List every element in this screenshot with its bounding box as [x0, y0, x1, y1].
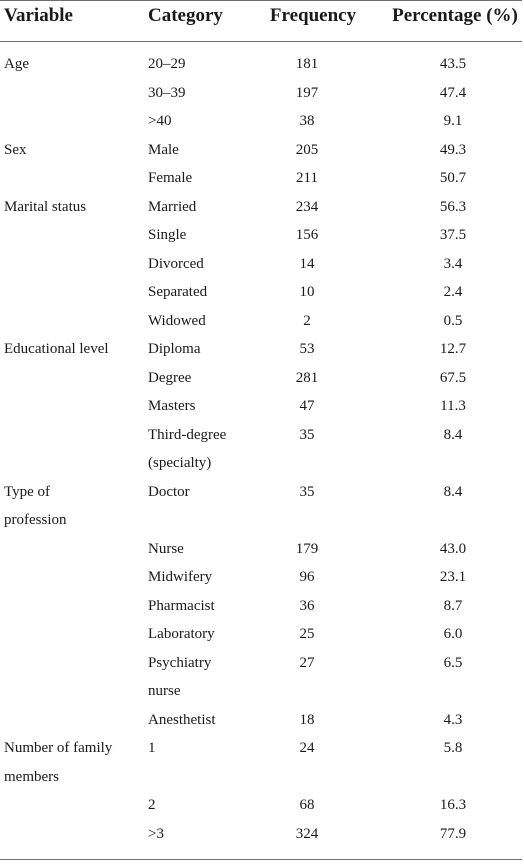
- cell-category: Degree: [148, 369, 192, 386]
- cell-percentage: 0.5: [443, 312, 463, 329]
- cell-percentage: 43.5: [439, 56, 467, 72]
- header-variable: Variable: [4, 5, 73, 26]
- table-top-rule: [0, 0, 522, 1]
- cell-percentage: 11.3: [440, 398, 466, 414]
- cell-variable: Type of: [4, 483, 51, 500]
- cell-category: (specialty): [148, 455, 212, 471]
- cell-percentage: 8.4: [443, 483, 463, 500]
- cell-category: nurse: [148, 683, 181, 699]
- cell-frequency: 27: [299, 654, 315, 671]
- cell-category: 20–29: [148, 56, 186, 72]
- cell-category: Divorced: [148, 255, 204, 272]
- cell-frequency: 211: [296, 170, 318, 186]
- cell-category: Third-degree: [148, 426, 227, 443]
- cell-category: Widowed: [148, 312, 206, 329]
- cell-percentage: 47.4: [439, 84, 467, 101]
- cell-category: Separated: [148, 284, 208, 300]
- cell-category: Single: [148, 227, 187, 243]
- cell-variable: profession: [4, 512, 67, 528]
- cell-percentage: 43.0: [439, 540, 467, 557]
- cell-percentage: 8.4: [443, 426, 463, 443]
- table-header-rule: [0, 41, 522, 42]
- cell-frequency: 197: [295, 84, 319, 101]
- cell-frequency: 205: [295, 141, 319, 158]
- cell-variable: members: [4, 768, 59, 785]
- cell-category: 2: [148, 797, 156, 813]
- cell-category: >3: [148, 825, 164, 842]
- cell-percentage: 23.1: [439, 569, 467, 585]
- table-bottom-rule: [0, 859, 522, 860]
- cell-percentage: 9.1: [443, 113, 463, 129]
- cell-percentage: 16.3: [439, 797, 467, 813]
- cell-category: Nurse: [148, 540, 184, 557]
- cell-frequency: 234: [295, 198, 319, 215]
- cell-category: Laboratory: [148, 626, 215, 642]
- header-category: Category: [148, 5, 223, 26]
- cell-frequency: 156: [295, 227, 319, 243]
- cell-percentage: 6.0: [443, 626, 463, 642]
- cell-frequency: 68: [299, 797, 315, 813]
- cell-frequency: 35: [299, 426, 315, 443]
- cell-percentage: 3.4: [443, 255, 463, 272]
- cell-category: Married: [148, 198, 197, 215]
- cell-percentage: 77.9: [439, 825, 467, 842]
- cell-category: Pharmacist: [148, 597, 215, 614]
- cell-frequency: 24: [299, 740, 315, 756]
- cell-frequency: 2: [303, 312, 311, 329]
- cell-frequency: 14: [299, 255, 315, 272]
- cell-variable: Sex: [4, 141, 27, 158]
- cell-category: Female: [148, 170, 193, 186]
- cell-frequency: 324: [295, 825, 319, 842]
- cell-category: 30–39: [148, 84, 186, 101]
- cell-frequency: 18: [299, 711, 315, 728]
- cell-variable: Number of family: [4, 740, 113, 756]
- cell-percentage: 4.3: [443, 711, 463, 728]
- cell-frequency: 281: [295, 369, 319, 386]
- cell-percentage: 5.8: [443, 740, 463, 756]
- cell-percentage: 2.4: [443, 284, 463, 300]
- header-frequency: Frequency: [269, 5, 357, 26]
- cell-category: 1: [148, 740, 156, 756]
- cell-percentage: 37.5: [439, 227, 467, 243]
- cell-category: Doctor: [148, 483, 190, 500]
- cell-frequency: 181: [295, 56, 319, 72]
- cell-frequency: 36: [299, 597, 315, 614]
- cell-frequency: 35: [299, 483, 315, 500]
- cell-percentage: 56.3: [439, 198, 467, 215]
- cell-category: Midwifery: [148, 569, 213, 585]
- cell-variable: Marital status: [4, 198, 87, 215]
- cell-category: Psychiatry: [148, 654, 212, 671]
- cell-percentage: 8.7: [443, 597, 463, 614]
- cell-variable: Educational level: [4, 341, 109, 357]
- cell-frequency: 38: [299, 113, 315, 129]
- cell-category: Diploma: [148, 341, 201, 357]
- cell-frequency: 96: [299, 569, 315, 585]
- cell-percentage: 67.5: [439, 369, 467, 386]
- cell-percentage: 49.3: [439, 141, 467, 158]
- cell-frequency: 179: [295, 540, 319, 557]
- cell-variable: Age: [4, 56, 29, 72]
- cell-frequency: 47: [299, 398, 315, 414]
- cell-frequency: 53: [299, 341, 315, 357]
- cell-frequency: 25: [299, 626, 315, 642]
- cell-category: Male: [148, 141, 179, 158]
- cell-percentage: 12.7: [439, 341, 467, 357]
- cell-category: >40: [148, 113, 172, 129]
- cell-percentage: 6.5: [443, 654, 463, 671]
- cell-category: Anesthetist: [148, 711, 216, 728]
- cell-frequency: 10: [299, 284, 315, 300]
- cell-percentage: 50.7: [439, 170, 467, 186]
- header-percentage: Percentage (%): [392, 5, 518, 26]
- cell-category: Masters: [148, 398, 196, 414]
